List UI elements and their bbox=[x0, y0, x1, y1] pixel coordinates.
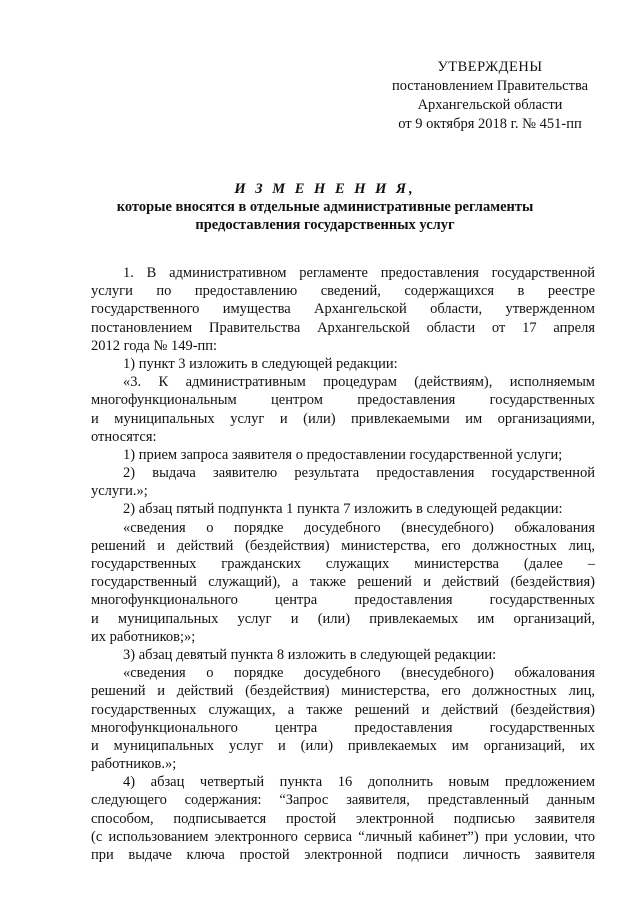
body-text-line: услуги по предоставлению сведений, содержащихся в реестре bbox=[91, 283, 595, 300]
body-text-line: многофункциональным центром предоставления государственных bbox=[91, 392, 595, 409]
title-heading: И З М Е Н Е Н И Я, bbox=[234, 181, 416, 197]
body-text-line: 1) прием запроса заявителя о предоставлении государственной услуги; bbox=[123, 446, 563, 463]
body-text-line: и муниципальных услуг и (или) привлекаемых им организаций, bbox=[91, 610, 595, 627]
body-text-line: относятся: bbox=[91, 428, 157, 445]
body-text-line: 4) абзац четвертый пункта 16 дополнить новым предложением bbox=[123, 774, 595, 791]
body-text-line: многофункционального центра предоставления государственных bbox=[91, 592, 595, 609]
body-text-line: «сведения о порядке досудебного (внесудебного) обжалования bbox=[123, 665, 595, 682]
body-text-line: 1) пункт 3 изложить в следующей редакции: bbox=[123, 355, 398, 372]
body-text-line: государственный служащий), а также решений и действий (бездействия) bbox=[91, 574, 595, 591]
body-text-line: 2) выдача заявителю результата предоставления государственной bbox=[123, 465, 595, 482]
title-subheading: предоставления государственных услуг bbox=[195, 217, 455, 233]
document-body bbox=[91, 264, 595, 864]
body-text-line: 2012 года № 149-пп: bbox=[91, 337, 218, 354]
body-text-line: работников.»; bbox=[91, 756, 177, 773]
body-text-line: при выдаче ключа простой электронной подписи личность заявителя bbox=[91, 847, 595, 863]
body-text-line: решений и действий (бездействия) министерства, его должностных лиц, bbox=[91, 537, 595, 554]
title-subheading: которые вносятся в отдельные административные регламенты bbox=[116, 199, 534, 215]
approval-line: Архангельской области bbox=[417, 97, 563, 113]
approval-date: от 9 октября 2018 г. № 451-пп bbox=[398, 116, 582, 132]
body-text-line: 2) абзац пятый подпункта 1 пункта 7 изложить в следующей редакции: bbox=[123, 501, 563, 518]
body-text-line: 3) абзац девятый пункта 8 изложить в следующей редакции: bbox=[123, 646, 497, 663]
body-text-line: «3. К административным процедурам (действиям), исполняемым bbox=[123, 374, 595, 391]
body-text-line: их работников;»; bbox=[91, 628, 196, 645]
approval-heading: УТВЕРЖДЕНЫ bbox=[437, 59, 543, 75]
body-text-line: многофункционального центра предоставления государственных bbox=[91, 719, 595, 736]
body-text-line: «сведения о порядке досудебного (внесудебного) обжалования bbox=[123, 519, 595, 536]
body-text-line: (с использованием электронного сервиса “личный кабинет”) при условии, что bbox=[91, 828, 595, 845]
body-text-line: и муниципальных услуг и (или) привлекаемых им организаций, их bbox=[91, 737, 595, 754]
body-text-line: постановлением Правительства Архангельской области от 17 апреля bbox=[91, 319, 595, 336]
document-title bbox=[60, 180, 590, 234]
body-text-line: способом, подписывается простой электронной подписью заявителя bbox=[91, 810, 595, 827]
body-text-line: государственного имущества Архангельской области, утвержденном bbox=[91, 301, 595, 318]
approval-stamp bbox=[380, 58, 600, 134]
body-text-line: и муниципальных услуг и (или) привлекаемыми им организациями, bbox=[91, 410, 595, 427]
body-text-line: следующего содержания: “Запрос заявителя, представленный данным bbox=[91, 792, 595, 809]
body-text-line: услуги.»; bbox=[91, 483, 148, 500]
body-text-line: решений и действий (бездействия) министерства, его должностных лиц, bbox=[91, 683, 595, 700]
body-text-line: государственных служащих, а также решений и действий (бездействия) bbox=[91, 701, 595, 718]
approval-line: постановлением Правительства bbox=[391, 78, 589, 94]
body-text-line: государственных гражданских служащих министерства (далее – bbox=[91, 556, 595, 572]
body-text-line: 1. В административном регламенте предоставления государственной bbox=[123, 265, 595, 281]
